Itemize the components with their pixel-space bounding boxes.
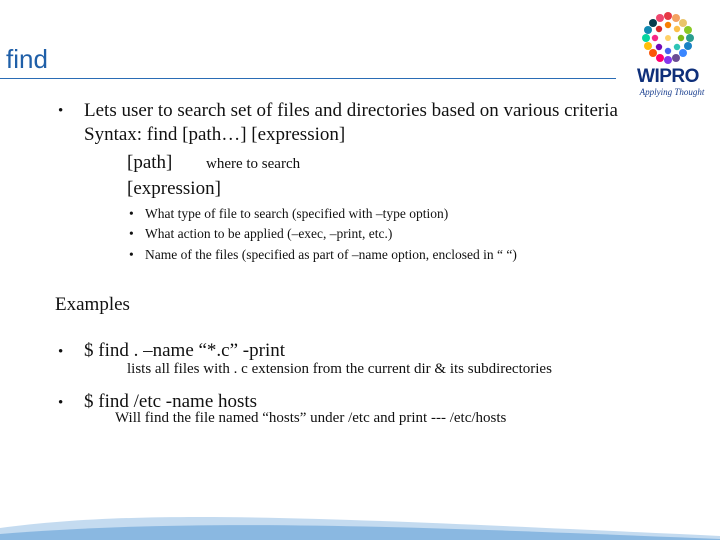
example-description: Will find the file named “hosts” under /etc and print --- /etc/hosts — [115, 410, 507, 426]
footer-swoosh — [0, 500, 720, 540]
expression-term: [expression] — [127, 178, 221, 199]
path-description: where to search — [206, 156, 301, 172]
syntax-line: Syntax: find [path…] [expression] — [84, 124, 346, 145]
bullet-icon: • — [58, 395, 64, 411]
example-description: lists all files with . c extension from the current dir & its subdirectories — [127, 361, 552, 377]
sub-item: Name of the files (specified as part of –name option, enclosed in “ “) — [145, 247, 517, 262]
logo-wordmark: WIPRO — [637, 66, 699, 87]
sub-item: What type of file to search (specified with –type option) — [145, 206, 449, 221]
bullet-icon: • — [58, 344, 64, 360]
example-command: $ find /etc -name hosts — [84, 391, 258, 412]
examples-heading: Examples — [55, 294, 130, 315]
sub-bullet-icon: • — [129, 206, 134, 221]
sub-bullet-icon: • — [129, 247, 134, 262]
path-term: [path] — [127, 152, 173, 173]
intro-line: Lets user to search set of files and directories based on various criteria — [84, 100, 618, 121]
logo-tagline: Applying Thought — [639, 87, 705, 97]
sub-bullet-icon: • — [129, 226, 134, 241]
bullet-icon: • — [58, 103, 64, 119]
sub-item: What action to be applied (–exec, –print, etc.) — [145, 226, 393, 241]
example-command: $ find . –name “*.c” -print — [84, 340, 286, 361]
title-divider — [0, 78, 616, 79]
slide-title: find — [6, 44, 48, 74]
